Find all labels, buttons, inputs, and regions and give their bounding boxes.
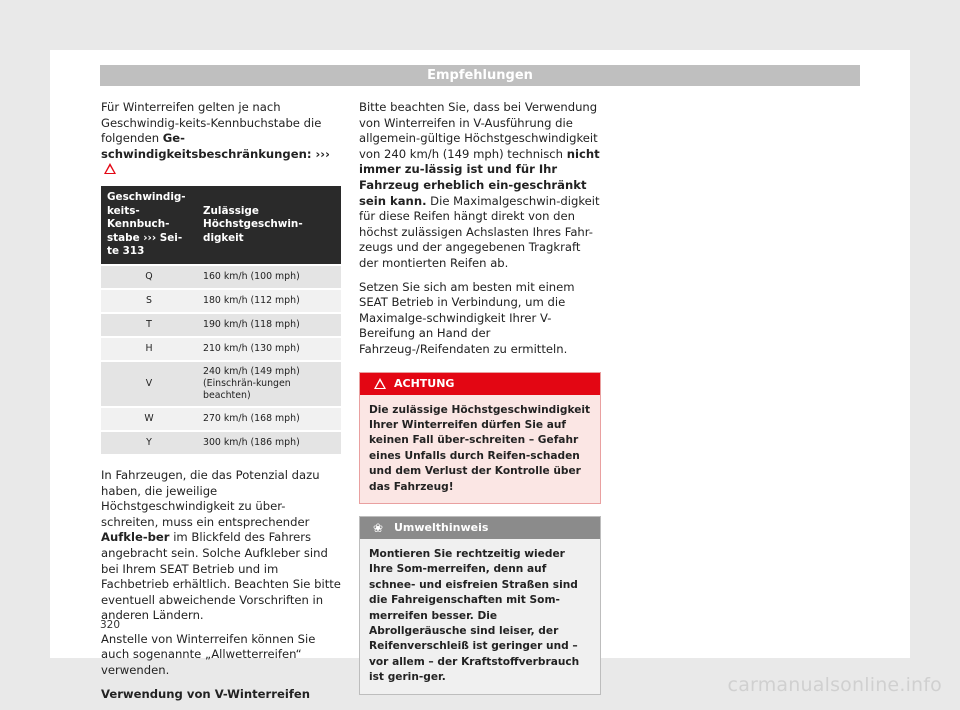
left-column xyxy=(101,100,341,710)
speed-table xyxy=(101,186,341,454)
warning-box xyxy=(359,372,601,504)
warning-icon xyxy=(374,378,386,389)
watermark: carmanualsonline.info xyxy=(727,674,942,696)
speed-limit: 180 km/h (112 mph) xyxy=(197,289,341,313)
table-header-code: Geschwindig-keits-Kennbuch-stabe ››› Sei-te 313 xyxy=(101,186,197,265)
speed-code: S xyxy=(101,289,197,313)
warning-box-title: ACHTUNG xyxy=(360,373,600,395)
speed-limit: 300 km/h (186 mph) xyxy=(197,431,341,454)
warning-box-body: Die zulässige Höchstgeschwindigkeit Ihrer Winterreifen dürfen Sie auf keinen Fall über-schreiten – Gefahr eines Unfalls durch Reifen-schaden und dem Verlust der Kontrolle über das Fahrzeug! xyxy=(360,395,600,503)
page-number: 320 xyxy=(100,619,121,631)
sticker-paragraph: In Fahrzeugen, die das Potenzial dazu haben, die jeweilige Höchstgeschwindigkeit zu über-schreiten, muss ein entsprechender Aufkle-ber im Blickfeld des Fahrers angebracht sein. Solche Aufkleber sind bei Ihrem SEAT Betrieb und im Fachbetrieb erhältlich. Beachten Sie bitte eventuell abweichende Vorschriften in anderen Ländern. xyxy=(101,467,341,623)
subheading: Verwendung von V-Winterreifen xyxy=(101,686,310,701)
flower-icon: ❀ xyxy=(373,520,384,535)
speed-limit: 240 km/h (149 mph) (Einschrän-kungen beachten) xyxy=(197,361,341,407)
dealer-paragraph: Setzen Sie sich am besten mit einem SEAT Betrieb in Verbindung, um die Maximalge-schwindigkeit Ihrer V-Bereifung an Hand der Fahrzeug-/Reifendaten zu ermitteln. xyxy=(359,279,575,356)
speed-code: Q xyxy=(101,265,197,289)
speed-limit: 210 km/h (130 mph) xyxy=(197,337,341,361)
allweather-paragraph: Anstelle von Winterreifen können Sie auch sogenannte „Allwetterreifen“ verwenden. xyxy=(101,631,316,678)
right-column xyxy=(359,100,601,695)
warning-icon xyxy=(104,163,116,174)
table-row xyxy=(101,265,341,289)
table-row xyxy=(101,361,341,407)
table-row xyxy=(101,431,341,454)
speed-code: Y xyxy=(101,431,197,454)
speed-code: T xyxy=(101,313,197,337)
speed-code: V xyxy=(101,361,197,407)
table-row xyxy=(101,337,341,361)
speed-limit: 190 km/h (118 mph) xyxy=(197,313,341,337)
table-header-speed: Zulässige Höchstgeschwin-digkeit xyxy=(197,186,341,265)
speed-limit: 160 km/h (100 mph) xyxy=(197,265,341,289)
table-row xyxy=(101,407,341,431)
v-tyre-paragraph: Bitte beachten Sie, dass bei Verwendung von Winterreifen in V-Ausführung die allgemein-gültige Höchstgeschwindigkeit von 240 km/h (149 mph) technisch nicht immer zu-lässig ist und für Ihr Fahrzeug erheblich ein-geschränkt sein kann. Die Maximalgeschwin-digkeit für diese Reifen hängt direkt von den höchst zulässigen Achslasten Ihres Fahr-zeugs und der angegebenen Tragkraft der montierten Reifen ab. xyxy=(359,100,600,270)
speed-code: H xyxy=(101,337,197,361)
speed-limit: 270 km/h (168 mph) xyxy=(197,407,341,431)
section-header: Empfehlungen xyxy=(100,65,860,86)
environment-box xyxy=(359,516,601,695)
environment-box-body: Montieren Sie rechtzeitig wieder Ihre Som-merreifen, denn auf schnee- und eisfreien Straßen sind die Fahreigenschaften mit Som-merreifen besser. Die Abrollgeräusche sind leiser, der Reifenverschleiß ist geringer und – vor allem – der Kraftstoffverbrauch ist gerin-ger. xyxy=(360,539,600,694)
speed-code: W xyxy=(101,407,197,431)
environment-box-title: ❀ Umwelthinweis xyxy=(360,517,600,539)
table-row xyxy=(101,289,341,313)
intro-paragraph: Für Winterreifen gelten je nach Geschwindig-keits-Kennbuchstabe die folgenden Ge-schwindigkeitsbeschränkungen: ››› xyxy=(101,100,341,178)
table-row xyxy=(101,313,341,337)
